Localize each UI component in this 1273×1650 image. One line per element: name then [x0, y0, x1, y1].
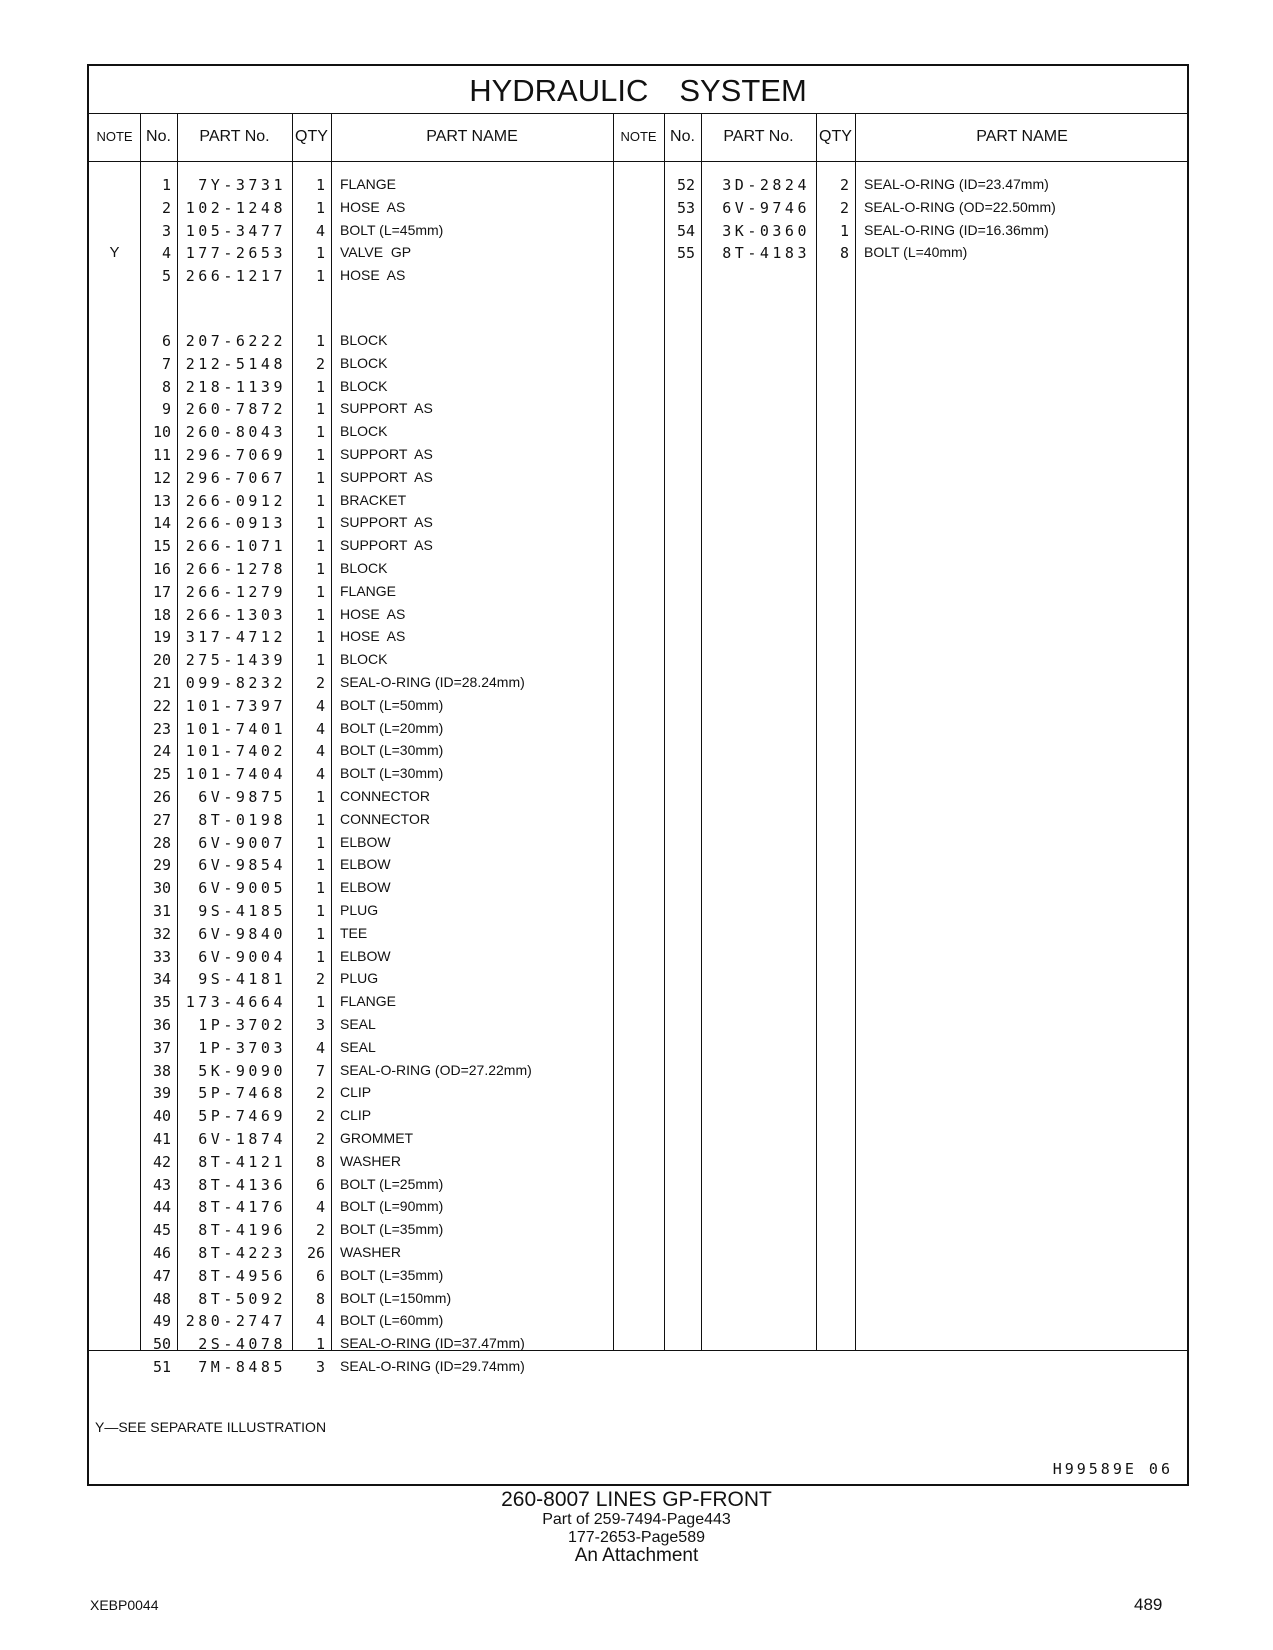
- row-part-name: FLANGE: [340, 582, 397, 599]
- row-item-number: 49: [152, 1312, 171, 1331]
- row-part-name: CONNECTOR: [340, 810, 430, 827]
- row-quantity: 1: [315, 244, 325, 263]
- row-item-number: 10: [152, 423, 171, 442]
- row-part-name: BOLT (L=150mm): [340, 1289, 452, 1306]
- row-item-number: 39: [152, 1084, 171, 1103]
- row-item-number: 9: [161, 400, 171, 419]
- page-number: 489: [1134, 1595, 1163, 1614]
- row-part-name: BOLT (L=45mm): [340, 221, 444, 238]
- row-part-number: 6V-9840: [198, 924, 286, 943]
- row-part-name: BOLT (L=25mm): [340, 1175, 444, 1192]
- row-part-name: SEAL-O-RING (ID=16.36mm): [864, 221, 1049, 238]
- row-part-number: 5P-7469: [198, 1107, 286, 1126]
- row-part-name: BOLT (L=50mm): [340, 696, 444, 713]
- row-part-number: 101-7404: [185, 765, 286, 784]
- header-part-name-right: PART NAME: [976, 128, 1068, 145]
- row-quantity: 1: [315, 651, 325, 670]
- row-item-number: 54: [676, 221, 695, 240]
- row-part-number: 8T-4223: [198, 1244, 286, 1262]
- row-item-number: 35: [152, 993, 171, 1012]
- row-part-name: SEAL-O-RING (ID=29.74mm): [340, 1358, 525, 1374]
- row-part-number: 8T-4956: [198, 1266, 286, 1285]
- row-quantity: 1: [315, 902, 325, 920]
- row-part-name: BOLT (L=90mm): [340, 1198, 444, 1215]
- row-part-number: 8T-4136: [198, 1175, 286, 1194]
- row-item-number: 15: [152, 537, 171, 556]
- row-part-number: 6V-9005: [198, 879, 286, 898]
- row-quantity: 4: [315, 696, 325, 715]
- row-item-number: 33: [152, 947, 171, 966]
- row-item-number: 32: [152, 924, 171, 943]
- row-part-number: 3K-0360: [722, 221, 810, 240]
- row-item-number: 1: [161, 176, 171, 194]
- row-part-number: 8T-5092: [198, 1289, 286, 1308]
- row-part-name: PLUG: [340, 970, 379, 987]
- row-part-number: 266-0913: [185, 514, 286, 533]
- row-part-name: SEAL: [340, 1016, 376, 1032]
- row-quantity: 1: [315, 810, 325, 829]
- row-part-number: 101-7402: [185, 742, 286, 761]
- row-part-number: 317-4712: [185, 628, 286, 647]
- row-quantity: 2: [315, 354, 325, 373]
- row-part-number: 5K-9090: [198, 1061, 286, 1080]
- row-quantity: 2: [315, 1107, 325, 1126]
- row-quantity: 2: [315, 1130, 325, 1148]
- row-part-number: 177-2653: [185, 244, 286, 263]
- row-quantity: 2: [315, 674, 325, 692]
- row-part-number: 260-8043: [185, 423, 286, 442]
- row-part-number: 5P-7468: [198, 1084, 286, 1103]
- row-item-number: 19: [152, 628, 171, 647]
- row-part-name: BOLT (L=20mm): [340, 719, 444, 736]
- row-quantity: 4: [315, 1198, 325, 1217]
- row-item-number: 48: [152, 1289, 171, 1308]
- row-quantity: 4: [315, 221, 325, 240]
- row-part-number: 266-0912: [185, 491, 286, 510]
- row-item-number: 12: [152, 468, 171, 487]
- row-item-number: 50: [152, 1335, 171, 1354]
- row-item-number: 37: [152, 1038, 171, 1057]
- row-quantity: 8: [315, 1289, 325, 1308]
- column-divider: [664, 113, 665, 1350]
- row-part-name: CONNECTOR: [340, 788, 430, 804]
- row-part-number: 207-6222: [185, 332, 286, 350]
- row-item-number: 22: [152, 696, 171, 715]
- row-part-number: 8T-0198: [198, 810, 286, 829]
- row-part-name: SEAL-O-RING (ID=28.24mm): [340, 674, 525, 690]
- row-item-number: 40: [152, 1107, 171, 1126]
- row-part-name: WASHER: [340, 1244, 401, 1260]
- row-quantity: 1: [315, 628, 325, 647]
- caption-line-3: 177-2653-Page589: [567, 1529, 705, 1546]
- row-item-number: 51: [152, 1358, 171, 1376]
- row-item-number: 24: [152, 742, 171, 761]
- row-quantity: 2: [315, 970, 325, 989]
- row-part-name: SEAL-O-RING (ID=23.47mm): [864, 176, 1049, 192]
- row-part-name: SEAL-O-RING (OD=27.22mm): [340, 1061, 532, 1078]
- row-part-name: BLOCK: [340, 377, 388, 394]
- caption-line-4: An Attachment: [574, 1545, 699, 1566]
- row-item-number: 29: [152, 856, 171, 875]
- row-part-name: SEAL-O-RING (ID=37.47mm): [340, 1335, 525, 1352]
- row-part-name: BOLT (L=35mm): [340, 1266, 444, 1283]
- row-quantity: 1: [315, 560, 325, 578]
- row-part-name: CLIP: [340, 1107, 372, 1124]
- row-quantity: 2: [315, 1084, 325, 1103]
- header-part-name-left: PART NAME: [426, 128, 518, 145]
- row-part-name: SUPPORT AS: [340, 468, 433, 485]
- row-item-number: 46: [152, 1244, 171, 1262]
- row-item-number: 21: [152, 674, 171, 692]
- header-divider: [89, 161, 1187, 162]
- row-item-number: 14: [152, 514, 171, 533]
- row-item-number: 3: [161, 221, 171, 240]
- row-part-name: BOLT (L=60mm): [340, 1312, 444, 1329]
- row-quantity: 1: [315, 377, 325, 396]
- row-quantity: 2: [839, 198, 849, 217]
- row-part-name: BLOCK: [340, 354, 388, 371]
- row-item-number: 17: [152, 582, 171, 601]
- row-part-name: BOLT (L=35mm): [340, 1221, 444, 1238]
- row-quantity: 1: [315, 332, 325, 350]
- row-item-number: 43: [152, 1175, 171, 1194]
- row-part-name: FLANGE: [340, 993, 397, 1010]
- page-title: HYDRAULIC SYSTEM: [469, 73, 807, 108]
- row-quantity: 1: [315, 833, 325, 852]
- row-item-number: 18: [152, 605, 171, 624]
- column-divider: [855, 113, 856, 1350]
- row-part-name: BLOCK: [340, 423, 388, 440]
- row-item-number: 13: [152, 491, 171, 510]
- row-part-number: 9S-4181: [198, 970, 286, 989]
- caption-line-2: Part of 259-7494-Page443: [542, 1511, 731, 1528]
- footnote: Y—SEE SEPARATE ILLUSTRATION: [95, 1419, 327, 1435]
- row-part-number: 266-1278: [185, 560, 286, 578]
- row-item-number: 38: [152, 1061, 171, 1080]
- row-quantity: 4: [315, 1038, 325, 1057]
- row-part-number: 101-7401: [185, 719, 286, 738]
- row-part-number: 6V-9854: [198, 856, 286, 875]
- row-item-number: 55: [676, 244, 695, 263]
- row-part-number: 8T-4121: [198, 1152, 286, 1171]
- row-part-number: 260-7872: [185, 400, 286, 419]
- row-item-number: 4: [161, 244, 171, 263]
- row-item-number: 53: [676, 198, 695, 217]
- row-quantity: 1: [315, 993, 325, 1012]
- row-item-number: 7: [161, 354, 171, 373]
- row-quantity: 4: [315, 742, 325, 761]
- row-part-number: 6V-9875: [198, 788, 286, 806]
- row-part-number: 296-7067: [185, 468, 286, 487]
- row-item-number: 27: [152, 810, 171, 829]
- row-part-name: HOSE AS: [340, 628, 406, 645]
- column-divider: [701, 113, 702, 1350]
- row-part-number: 6V-9746: [722, 198, 810, 217]
- row-quantity: 26: [306, 1244, 325, 1262]
- row-part-name: CLIP: [340, 1084, 372, 1101]
- row-item-number: 16: [152, 560, 171, 578]
- row-quantity: 1: [315, 267, 325, 286]
- row-part-number: 266-1303: [185, 605, 286, 624]
- row-quantity: 1: [315, 446, 325, 464]
- row-part-number: 099-8232: [185, 674, 286, 692]
- row-note: Y: [109, 244, 120, 262]
- column-divider: [816, 113, 817, 1350]
- row-part-number: 8T-4196: [198, 1221, 286, 1240]
- column-divider: [331, 113, 332, 1350]
- row-quantity: 1: [315, 514, 325, 533]
- row-quantity: 1: [315, 537, 325, 556]
- header-no-left: No.: [146, 128, 171, 145]
- row-part-name: HOSE AS: [340, 605, 406, 622]
- row-part-name: ELBOW: [340, 947, 391, 964]
- row-item-number: 34: [152, 970, 171, 989]
- row-quantity: 1: [315, 788, 325, 806]
- row-item-number: 6: [161, 332, 171, 350]
- row-quantity: 1: [315, 400, 325, 419]
- row-quantity: 1: [315, 856, 325, 875]
- column-divider: [613, 113, 614, 1350]
- row-quantity: 1: [315, 176, 325, 194]
- row-part-name: BLOCK: [340, 560, 388, 576]
- row-quantity: 1: [315, 879, 325, 898]
- row-part-number: 275-1439: [185, 651, 286, 670]
- row-part-number: 1P-3703: [198, 1038, 286, 1057]
- row-quantity: 6: [315, 1175, 325, 1194]
- row-part-name: SUPPORT AS: [340, 446, 433, 462]
- row-part-name: ELBOW: [340, 856, 391, 873]
- row-part-name: SEAL: [340, 1038, 376, 1055]
- row-part-number: 7M-8485: [198, 1358, 286, 1376]
- row-part-number: 6V-9007: [198, 833, 286, 852]
- row-quantity: 1: [315, 198, 325, 217]
- header-no-right: No.: [670, 128, 695, 145]
- row-part-name: BOLT (L=30mm): [340, 765, 444, 782]
- header-note-left: NOTE: [96, 129, 133, 144]
- row-quantity: 4: [315, 1312, 325, 1331]
- row-quantity: 1: [315, 491, 325, 510]
- row-part-name: ELBOW: [340, 879, 391, 896]
- drawing-code: H99589E 06: [1052, 1460, 1173, 1478]
- row-quantity: 2: [315, 1221, 325, 1240]
- row-part-name: BOLT (L=30mm): [340, 742, 444, 759]
- row-part-number: 8T-4183: [722, 244, 810, 263]
- row-item-number: 11: [152, 446, 171, 464]
- row-quantity: 1: [315, 1335, 325, 1354]
- row-part-number: 212-5148: [185, 354, 286, 373]
- row-item-number: 52: [676, 176, 695, 194]
- row-part-name: HOSE AS: [340, 198, 406, 215]
- row-item-number: 44: [152, 1198, 171, 1217]
- row-part-number: 9S-4185: [198, 902, 286, 920]
- row-part-name: SUPPORT AS: [340, 400, 433, 417]
- row-part-name: BLOCK: [340, 651, 388, 668]
- row-quantity: 3: [315, 1016, 325, 1034]
- row-item-number: 42: [152, 1152, 171, 1171]
- row-part-name: ELBOW: [340, 833, 391, 850]
- row-part-name: HOSE AS: [340, 267, 406, 284]
- row-part-number: 173-4664: [185, 993, 286, 1012]
- row-quantity: 7: [315, 1061, 325, 1080]
- row-part-name: SEAL-O-RING (OD=22.50mm): [864, 198, 1056, 215]
- row-quantity: 1: [315, 582, 325, 601]
- header-part-no-right: PART No.: [723, 128, 794, 145]
- row-item-number: 23: [152, 719, 171, 738]
- row-item-number: 28: [152, 833, 171, 852]
- row-part-number: 6V-1874: [198, 1130, 286, 1148]
- row-part-number: 266-1071: [185, 537, 286, 556]
- row-part-number: 266-1279: [185, 582, 286, 601]
- row-item-number: 41: [152, 1130, 171, 1148]
- row-item-number: 2: [161, 198, 171, 217]
- row-part-number: 102-1248: [185, 198, 286, 217]
- row-quantity: 1: [315, 924, 325, 943]
- caption-title: 260-8007 LINES GP-FRONT: [501, 1488, 772, 1511]
- row-quantity: 3: [315, 1358, 325, 1376]
- row-part-number: 3D-2824: [722, 176, 810, 194]
- row-item-number: 25: [152, 765, 171, 784]
- row-item-number: 31: [152, 902, 171, 920]
- row-part-name: BOLT (L=40mm): [864, 244, 968, 261]
- row-part-number: 105-3477: [185, 221, 286, 240]
- row-part-name: GROMMET: [340, 1130, 414, 1146]
- row-item-number: 47: [152, 1266, 171, 1285]
- row-part-name: SUPPORT AS: [340, 537, 433, 554]
- row-quantity: 8: [315, 1152, 325, 1171]
- row-item-number: 30: [152, 879, 171, 898]
- row-part-name: WASHER: [340, 1152, 401, 1169]
- header-note-right: NOTE: [620, 129, 657, 144]
- row-quantity: 1: [315, 947, 325, 966]
- row-quantity: 1: [839, 221, 849, 240]
- row-part-number: 1P-3702: [198, 1016, 286, 1034]
- row-quantity: 6: [315, 1266, 325, 1285]
- row-item-number: 26: [152, 788, 171, 806]
- row-part-name: BRACKET: [340, 491, 407, 508]
- row-part-number: 101-7397: [185, 696, 286, 715]
- row-part-number: 8T-4176: [198, 1198, 286, 1217]
- row-part-name: BLOCK: [340, 332, 388, 348]
- row-part-number: 218-1139: [185, 377, 286, 396]
- row-item-number: 20: [152, 651, 171, 670]
- row-quantity: 8: [839, 244, 849, 263]
- row-part-name: PLUG: [340, 902, 379, 918]
- row-quantity: 4: [315, 719, 325, 738]
- row-part-name: SUPPORT AS: [340, 514, 433, 531]
- row-part-number: 266-1217: [185, 267, 286, 286]
- row-part-name: TEE: [340, 924, 368, 941]
- row-part-number: 296-7069: [185, 446, 286, 464]
- header-qty-left: QTY: [295, 128, 328, 145]
- document-id: XEBP0044: [90, 1597, 159, 1613]
- parts-table-frame: [87, 64, 1189, 1486]
- row-quantity: 4: [315, 765, 325, 784]
- row-part-number: 280-2747: [185, 1312, 286, 1331]
- row-quantity: 1: [315, 423, 325, 442]
- row-item-number: 5: [161, 267, 171, 286]
- row-item-number: 45: [152, 1221, 171, 1240]
- header-qty-right: QTY: [819, 128, 852, 145]
- row-part-number: 6V-9004: [198, 947, 286, 966]
- row-part-name: FLANGE: [340, 176, 397, 192]
- row-part-number: 7Y-3731: [198, 176, 286, 194]
- row-item-number: 36: [152, 1016, 171, 1034]
- row-quantity: 1: [315, 468, 325, 487]
- header-part-no-left: PART No.: [199, 128, 270, 145]
- row-quantity: 2: [839, 176, 849, 194]
- row-quantity: 1: [315, 605, 325, 624]
- row-item-number: 8: [161, 377, 171, 396]
- row-part-number: 2S-4078: [198, 1335, 286, 1354]
- row-part-name: VALVE GP: [340, 244, 412, 261]
